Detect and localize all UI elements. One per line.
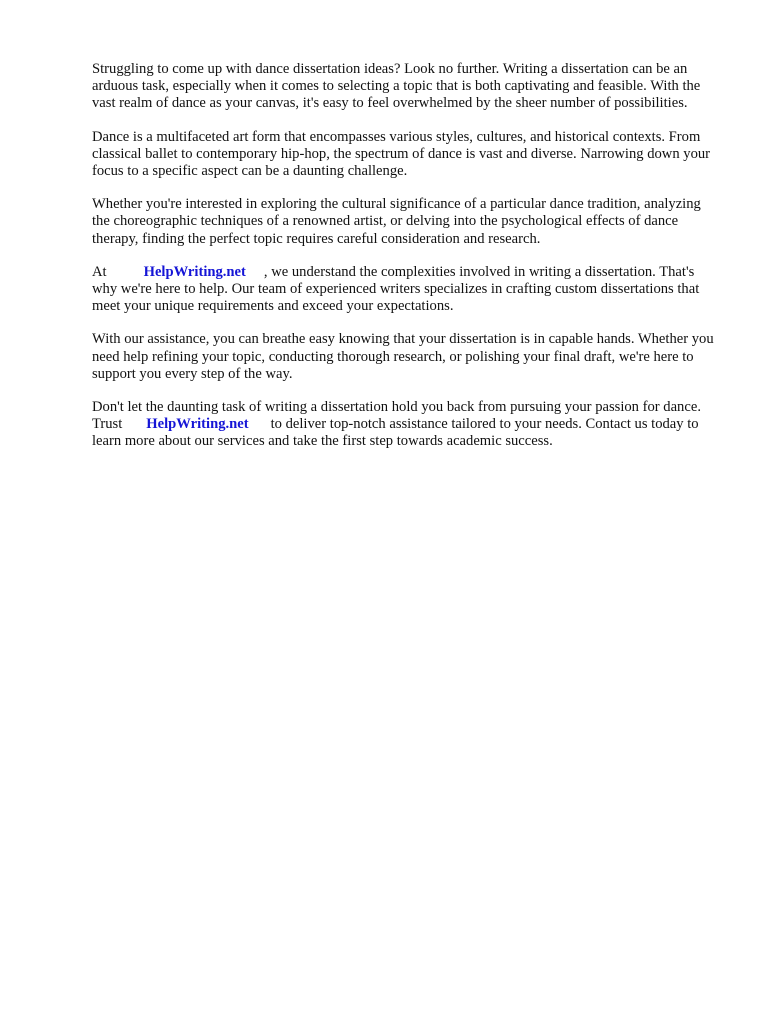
paragraph-dance-forms: Dance is a multifaceted art form that encompasses various styles, cultures, and historical contexts. From classical ballet to contemporary hip-hop, the spectrum of dance is vast and diverse. Narrowing down your focus to a specific aspect can be a daunting challenge. [92,128,711,180]
paragraph-helpwriting [92,264,722,316]
paragraph-helpwriting-lead: At [92,263,107,280]
paragraph-closing-rest: to deliver top-notch assistance tailored to your needs. Contact us today to learn more about our services and take the first step towards academic success. [92,416,699,450]
paragraph-closing [92,399,722,451]
paragraph-helpwriting-rest: , we understand the complexities involved in writing a dissertation. That's why we're here to help. Our team of experienced writers specializes in crafting custom dissertations that meet your unique requirements and exceed your expectations. [92,263,700,315]
document-body [92,61,722,467]
helpwriting-link[interactable]: HelpWriting.net [143,263,246,280]
paragraph-assistance: With our assistance, you can breathe easy knowing that your dissertation is in capable hands. Whether you need help refining your topic, conducting thorough research, or polishing your final draft, we're here to support you every step of the way. [92,331,714,382]
paragraph-topic-examples: Whether you're interested in exploring the cultural significance of a particular dance tradition, analyzing the choreographic techniques of a renowned artist, or delving into the psychological effects of dance therapy, finding the perfect topic requires careful consideration and research. [92,196,701,247]
paragraph-intro: Struggling to come up with dance dissertation ideas? Look no further. Writing a dissertation can be an arduous task, especially when it comes to selecting a topic that is both captivating and feasible. With the vast realm of dance as your canvas, it's easy to feel overwhelmed by the sheer number of possibilities. [92,61,701,112]
paragraph-closing-lead: Don't let the daunting task of writing a dissertation hold you back from pursuing your passion for dance. Trust [92,399,701,433]
helpwriting-link-closing[interactable]: HelpWriting.net [146,416,249,433]
